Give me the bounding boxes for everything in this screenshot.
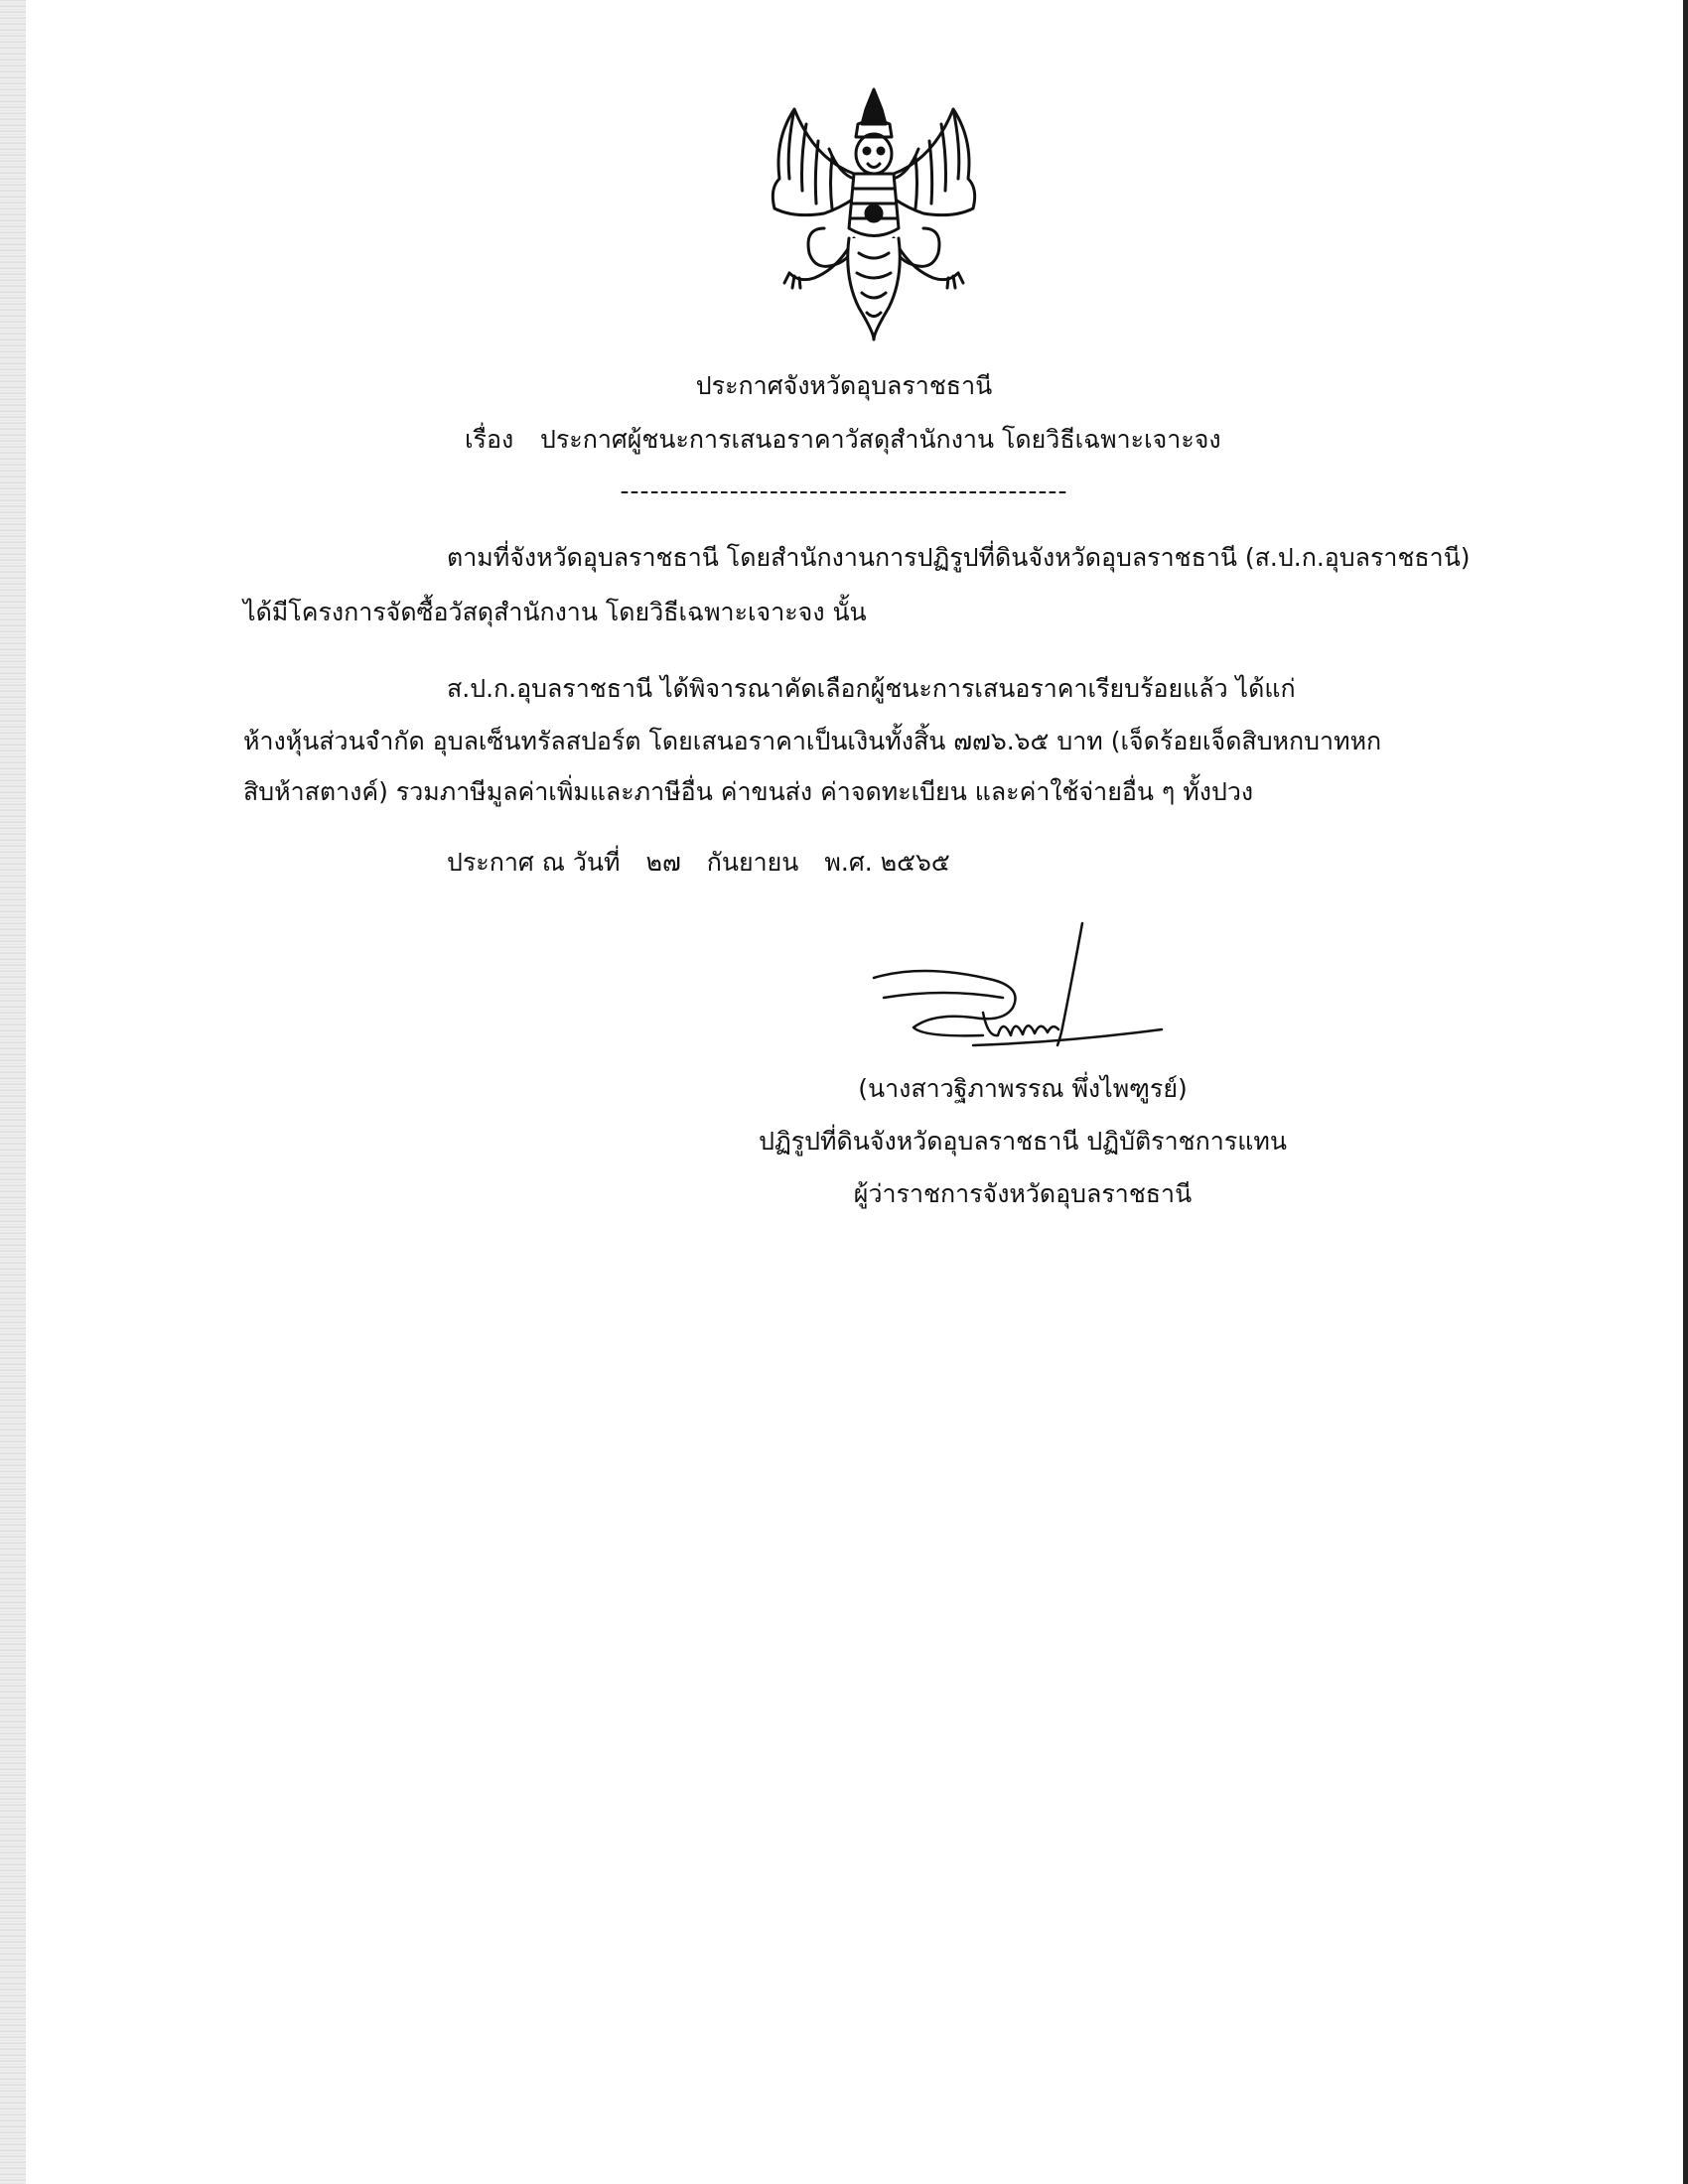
paragraph1-line2: ได้มีโครงการจัดซื้อวัสดุสำนักงาน โดยวิธีเฉพาะเจาะจง นั้น [243, 598, 867, 626]
date-year: พ.ศ. ๒๕๖๕ [824, 848, 950, 877]
announcement-title: ประกาศจังหวัดอุบลราชธานี [695, 371, 993, 400]
scan-edge-right [1683, 0, 1688, 2184]
signatory-position-line2: ผู้ว่าราชการจังหวัดอุบลราชธานี [853, 1179, 1193, 1208]
date-day: ๒๗ [645, 848, 681, 877]
paragraph2-line2: ห้างหุ้นส่วนจำกัด อุบลเซ็นทรัลสปอร์ต โดยเสนอราคาเป็นเงินทั้งสิ้น ๗๗๖.๖๕ บาท (เจ็ดร้อยเจ็ดสิบหกบาทหก [243, 727, 1382, 755]
subject-label: เรื่อง [465, 425, 514, 454]
date-line [447, 846, 976, 880]
subject-line [465, 423, 1221, 457]
date-month: กันยายน [706, 848, 799, 877]
date-label: ประกาศ ณ วันที่ [447, 848, 621, 877]
signatory-name: (นางสาวฐิภาพรรณ พึ่งไพฑูรย์) [858, 1074, 1188, 1103]
scan-edge-left [0, 0, 26, 2184]
handwritten-signature [864, 918, 1172, 1067]
paragraph2-line3: สิบห้าสตางค์) รวมภาษีมูลค่าเพิ่มและภาษีอื่น ค่าขนส่ง ค่าจดทะเบียน และค่าใช้จ่ายอื่น ๆ ทั้งปวง [243, 777, 1254, 806]
paragraph2-line1: ส.ป.ก.อุบลราชธานี ได้พิจารณาคัดเลือกผู้ชนะการเสนอราคาเรียบร้อยแล้ว ได้แก่ [447, 674, 1296, 703]
signatory-position-line1: ปฏิรูปที่ดินจังหวัดอุบลราชธานี ปฏิบัติราชการแทน [759, 1127, 1287, 1156]
subject-text: ประกาศผู้ชนะการเสนอราคาวัสดุสำนักงาน โดยวิธีเฉพาะเจาะจง [540, 425, 1221, 454]
separator-line: --------------------------------------------- [620, 477, 1068, 505]
garuda-emblem-icon [755, 79, 993, 347]
paragraph1-line1: ตามที่จังหวัดอุบลราชธานี โดยสำนักงานการปฏิรูปที่ดินจังหวัดอุบลราชธานี (ส.ป.ก.อุบลราชธานี) [447, 543, 1471, 572]
